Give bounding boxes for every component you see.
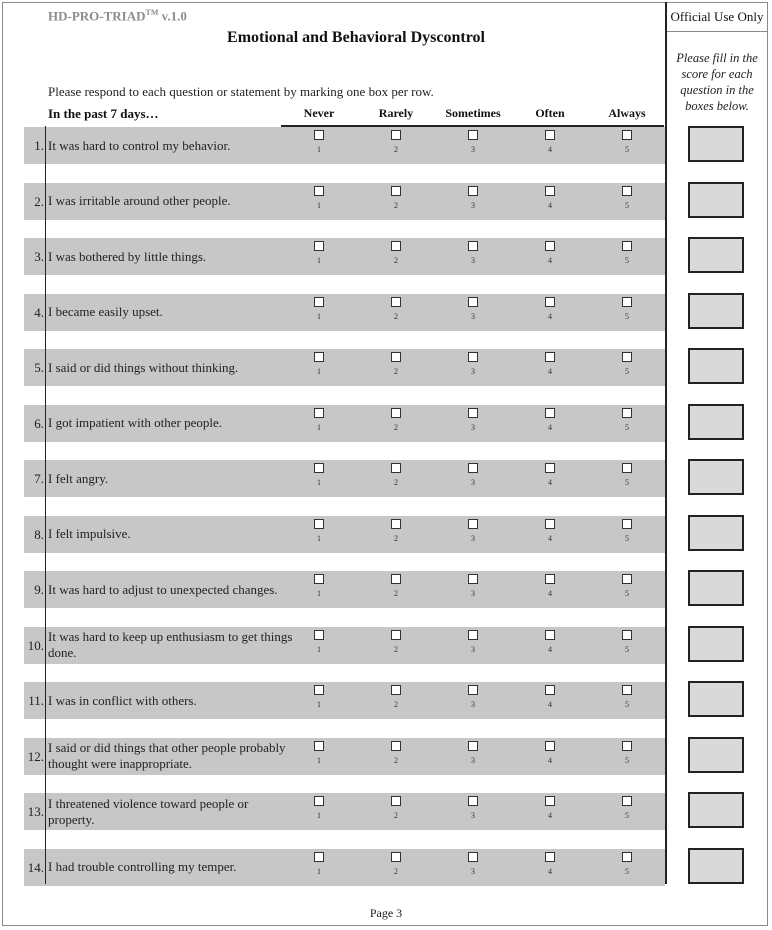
response-checkbox[interactable]	[545, 519, 555, 529]
response-checkbox[interactable]	[545, 574, 555, 584]
scale-value: 4	[548, 866, 552, 876]
scale-value: 3	[471, 700, 475, 709]
scale-value: 1	[317, 533, 321, 543]
response-checkbox[interactable]	[622, 852, 632, 862]
column-header-never: Never	[303, 106, 335, 120]
response-checkbox[interactable]	[545, 186, 555, 196]
scale-value: 5	[625, 256, 629, 265]
question-number: 13.	[27, 804, 44, 819]
option-sometimes	[458, 463, 488, 487]
response-checkbox[interactable]	[314, 852, 324, 862]
score-box[interactable]	[688, 459, 744, 495]
page-number: Page 3	[369, 906, 403, 920]
option-sometimes	[458, 685, 488, 709]
response-checkbox[interactable]	[545, 741, 555, 751]
question-number: 8.	[34, 526, 44, 542]
option-always	[612, 852, 642, 876]
official-use-title: Official Use Only	[670, 9, 764, 24]
scale-value: 1	[317, 145, 321, 154]
option-often	[535, 630, 565, 654]
scale-value: 2	[394, 478, 398, 487]
response-checkbox[interactable]	[391, 130, 401, 140]
option-often	[535, 186, 565, 210]
scale-value: 3	[471, 755, 475, 765]
scale-value: 2	[394, 700, 398, 709]
option-rarely	[381, 741, 411, 765]
response-checkbox[interactable]	[314, 297, 324, 307]
scale-value: 5	[625, 755, 629, 765]
option-never	[304, 574, 334, 598]
option-often	[535, 241, 565, 265]
response-checkbox[interactable]	[391, 297, 401, 307]
response-checkbox[interactable]	[391, 796, 401, 806]
number-column-divider	[45, 126, 46, 884]
question-row	[24, 793, 665, 830]
response-checkbox[interactable]	[622, 741, 632, 751]
response-checkbox[interactable]	[314, 463, 324, 473]
response-checkbox[interactable]	[545, 130, 555, 140]
response-checkbox[interactable]	[468, 741, 478, 751]
option-always	[612, 519, 642, 543]
question-text: I felt angry.	[48, 470, 109, 486]
option-often	[535, 352, 565, 376]
option-sometimes	[458, 796, 488, 820]
option-rarely	[381, 519, 411, 543]
question-number: 7.	[34, 471, 44, 486]
question-number: 11.	[28, 693, 44, 708]
response-checkbox[interactable]	[391, 408, 401, 418]
scale-value: 2	[394, 422, 398, 432]
page-title: Emotional and Behavioral Dyscontrol	[227, 29, 485, 46]
score-box[interactable]	[688, 348, 744, 384]
response-checkbox[interactable]	[622, 796, 632, 806]
response-checkbox[interactable]	[391, 852, 401, 862]
question-row	[24, 127, 665, 164]
response-checkbox[interactable]	[468, 408, 478, 418]
option-never	[304, 297, 334, 321]
scale-value: 1	[317, 478, 321, 487]
question-text: It was hard to control my behavior.	[48, 137, 231, 153]
scale-value: 1	[317, 866, 321, 876]
question-row	[24, 738, 665, 775]
question-text: It was hard to adjust to unexpected changes.	[48, 581, 278, 597]
option-never	[304, 852, 334, 876]
scale-value: 3	[471, 311, 475, 321]
option-never	[304, 186, 334, 210]
option-rarely	[381, 186, 411, 210]
scale-value: 2	[394, 200, 398, 210]
option-rarely	[381, 796, 411, 820]
question-row	[24, 460, 665, 497]
option-rarely	[381, 574, 411, 598]
response-checkbox[interactable]	[314, 241, 324, 251]
score-box[interactable]	[688, 237, 744, 273]
response-checkbox[interactable]	[468, 685, 478, 695]
scale-value: 3	[471, 478, 475, 487]
score-box[interactable]	[688, 293, 744, 329]
option-sometimes	[458, 574, 488, 598]
scale-value: 1	[317, 700, 321, 709]
response-checkbox[interactable]	[545, 297, 555, 307]
response-checkbox[interactable]	[314, 574, 324, 584]
response-checkbox[interactable]	[622, 630, 632, 640]
brand-version: v.1.0	[158, 8, 187, 24]
response-checkbox[interactable]	[468, 297, 478, 307]
question-row	[24, 849, 665, 886]
scale-value: 5	[625, 700, 629, 709]
response-checkbox[interactable]	[622, 130, 632, 140]
response-checkbox[interactable]	[468, 241, 478, 251]
question-text: It was hard to keep up enthusiasm to get things done.	[48, 629, 293, 660]
option-never	[304, 130, 334, 154]
response-checkbox[interactable]	[314, 352, 324, 362]
official-divider	[665, 2, 667, 884]
response-checkbox[interactable]	[622, 574, 632, 584]
scale-value: 5	[625, 145, 629, 154]
response-checkbox[interactable]	[314, 130, 324, 140]
score-box[interactable]	[688, 404, 744, 440]
scale-value: 5	[625, 811, 629, 820]
scale-value: 4	[548, 644, 552, 654]
scale-value: 4	[548, 311, 552, 321]
scale-value: 2	[394, 311, 398, 321]
response-checkbox[interactable]	[468, 130, 478, 140]
question-number: 12.	[27, 748, 44, 764]
question-text: I was in conflict with others.	[48, 692, 197, 708]
response-checkbox[interactable]	[314, 796, 324, 806]
option-often	[535, 685, 565, 709]
scale-value: 2	[394, 755, 398, 765]
option-always	[612, 796, 642, 820]
option-sometimes	[458, 519, 488, 543]
scale-value: 5	[625, 533, 629, 543]
scale-value: 1	[317, 256, 321, 265]
scale-value: 5	[625, 367, 629, 376]
scale-value: 5	[625, 422, 629, 432]
option-never	[304, 519, 334, 543]
question-row	[24, 183, 665, 220]
question-row	[24, 516, 665, 553]
scale-value: 4	[548, 478, 552, 487]
question-text: I got impatient with other people.	[48, 415, 223, 430]
question-text: I was bothered by little things.	[48, 248, 207, 264]
scale-value: 2	[394, 533, 398, 543]
option-often	[535, 741, 565, 765]
score-box[interactable]	[688, 515, 744, 551]
response-checkbox[interactable]	[314, 630, 324, 640]
scale-value: 5	[625, 200, 629, 210]
response-checkbox[interactable]	[545, 796, 555, 806]
option-sometimes	[458, 852, 488, 876]
scale-value: 4	[548, 755, 552, 765]
response-checkbox[interactable]	[468, 186, 478, 196]
question-number: 1.	[34, 138, 44, 153]
scale-value: 2	[394, 256, 398, 265]
scale-value: 3	[471, 644, 475, 654]
response-checkbox[interactable]	[545, 241, 555, 251]
official-use-note: Please fill in the score for each question in the boxes below.	[676, 51, 758, 113]
scale-value: 3	[471, 533, 475, 543]
question-row	[24, 682, 665, 719]
option-never	[304, 352, 334, 376]
response-checkbox[interactable]	[622, 408, 632, 418]
option-often	[535, 463, 565, 487]
response-checkbox[interactable]	[468, 574, 478, 584]
option-sometimes	[458, 630, 488, 654]
response-checkbox[interactable]	[622, 685, 632, 695]
option-never	[304, 241, 334, 265]
option-often	[535, 574, 565, 598]
scale-value: 4	[548, 589, 552, 598]
brand-trademark: TM	[145, 8, 159, 17]
question-text: I had trouble controlling my temper.	[48, 859, 237, 874]
question-row	[24, 238, 665, 275]
column-header-often: Often	[535, 106, 565, 120]
option-sometimes	[458, 408, 488, 432]
response-checkbox[interactable]	[468, 519, 478, 529]
score-box[interactable]	[688, 848, 744, 884]
option-rarely	[381, 297, 411, 321]
score-box[interactable]	[688, 792, 744, 828]
column-header-sometimes: Sometimes	[445, 106, 501, 120]
scale-value: 1	[317, 422, 321, 432]
option-often	[535, 408, 565, 432]
scale-value: 5	[625, 644, 629, 654]
response-checkbox[interactable]	[314, 186, 324, 196]
scale-value: 2	[394, 866, 398, 876]
response-checkbox[interactable]	[545, 463, 555, 473]
option-always	[612, 186, 642, 210]
response-checkbox[interactable]	[391, 352, 401, 362]
option-always	[612, 297, 642, 321]
response-checkbox[interactable]	[622, 241, 632, 251]
scale-value: 2	[394, 145, 398, 154]
scale-value: 3	[471, 811, 475, 820]
option-sometimes	[458, 741, 488, 765]
question-number: 5.	[34, 360, 44, 375]
response-checkbox[interactable]	[545, 685, 555, 695]
scale-value: 2	[394, 644, 398, 654]
option-often	[535, 130, 565, 154]
score-box[interactable]	[688, 182, 744, 218]
question-text: I was irritable around other people.	[48, 193, 231, 208]
scale-value: 5	[625, 589, 629, 598]
scale-value: 4	[548, 700, 552, 709]
question-number: 6.	[34, 415, 44, 431]
scale-value: 1	[317, 755, 321, 765]
response-checkbox[interactable]	[622, 186, 632, 196]
option-sometimes	[458, 130, 488, 154]
option-rarely	[381, 463, 411, 487]
option-never	[304, 463, 334, 487]
response-checkbox[interactable]	[468, 796, 478, 806]
response-checkbox[interactable]	[622, 519, 632, 529]
option-never	[304, 630, 334, 654]
option-always	[612, 408, 642, 432]
response-checkbox[interactable]	[468, 352, 478, 362]
option-always	[612, 685, 642, 709]
response-checkbox[interactable]	[314, 408, 324, 418]
response-checkbox[interactable]	[314, 519, 324, 529]
option-often	[535, 297, 565, 321]
question-row	[24, 349, 665, 386]
response-checkbox[interactable]	[468, 463, 478, 473]
brand-name: HD-PRO-TRIAD	[48, 8, 146, 24]
option-rarely	[381, 408, 411, 432]
official-rule	[667, 31, 768, 32]
option-often	[535, 519, 565, 543]
question-number: 14.	[27, 859, 44, 875]
option-always	[612, 130, 642, 154]
option-never	[304, 741, 334, 765]
response-checkbox[interactable]	[391, 741, 401, 751]
response-checkbox[interactable]	[622, 297, 632, 307]
option-often	[535, 852, 565, 876]
question-text: I threatened violence toward people or property.	[48, 795, 249, 827]
option-always	[612, 463, 642, 487]
scale-value: 2	[394, 811, 398, 820]
response-checkbox[interactable]	[545, 630, 555, 640]
response-checkbox[interactable]	[622, 352, 632, 362]
question-number: 9.	[34, 582, 44, 597]
scale-value: 1	[317, 311, 321, 321]
response-checkbox[interactable]	[545, 852, 555, 862]
option-rarely	[381, 630, 411, 654]
option-always	[612, 352, 642, 376]
scale-value: 1	[317, 367, 321, 376]
option-sometimes	[458, 352, 488, 376]
scale-value: 3	[471, 866, 475, 876]
question-row	[24, 571, 665, 608]
option-never	[304, 408, 334, 432]
response-checkbox[interactable]	[314, 685, 324, 695]
scale-value: 5	[625, 866, 629, 876]
response-checkbox[interactable]	[391, 186, 401, 196]
response-checkbox[interactable]	[391, 630, 401, 640]
question-number: 10.	[27, 637, 44, 653]
scale-value: 1	[317, 200, 321, 210]
question-text: I said or did things without thinking.	[48, 359, 239, 375]
option-rarely	[381, 352, 411, 376]
option-never	[304, 685, 334, 709]
response-checkbox[interactable]	[391, 685, 401, 695]
option-always	[612, 241, 642, 265]
option-sometimes	[458, 241, 488, 265]
response-checkbox[interactable]	[545, 352, 555, 362]
response-checkbox[interactable]	[391, 241, 401, 251]
scale-value: 1	[317, 811, 321, 820]
brand-label	[48, 8, 187, 24]
question-number: 4.	[34, 304, 44, 320]
scale-value: 3	[471, 367, 475, 376]
response-checkbox[interactable]	[545, 408, 555, 418]
option-never	[304, 796, 334, 820]
response-checkbox[interactable]	[468, 852, 478, 862]
scale-value: 4	[548, 145, 552, 154]
response-checkbox[interactable]	[391, 519, 401, 529]
question-number: 3.	[34, 249, 44, 264]
scale-value: 2	[394, 367, 398, 376]
scale-value: 3	[471, 200, 475, 210]
question-row	[24, 294, 665, 331]
score-box[interactable]	[688, 570, 744, 606]
scale-value: 4	[548, 811, 552, 820]
question-text: I became easily upset.	[48, 304, 163, 319]
scale-value: 1	[317, 589, 321, 598]
response-checkbox[interactable]	[391, 463, 401, 473]
option-always	[612, 741, 642, 765]
option-always	[612, 630, 642, 654]
question-number: 2.	[34, 193, 44, 209]
column-header-rarely: Rarely	[378, 106, 414, 120]
scale-value: 2	[394, 589, 398, 598]
timeframe-label: In the past 7 days…	[48, 106, 159, 121]
option-rarely	[381, 130, 411, 154]
option-always	[612, 574, 642, 598]
score-box[interactable]	[688, 681, 744, 717]
question-text: I said or did things that other people probably thought were inappropriate.	[48, 740, 286, 771]
score-box[interactable]	[688, 737, 744, 773]
response-checkbox[interactable]	[314, 741, 324, 751]
question-row	[24, 405, 665, 442]
instruction-text: Please respond to each question or statement by marking one box per row.	[48, 84, 434, 99]
scale-value: 4	[548, 200, 552, 210]
option-rarely	[381, 852, 411, 876]
question-text: I felt impulsive.	[48, 526, 131, 541]
question-row	[24, 627, 665, 664]
scale-value: 3	[471, 422, 475, 432]
option-often	[535, 796, 565, 820]
column-header-always: Always	[608, 106, 646, 120]
scale-value: 4	[548, 256, 552, 265]
scale-value: 1	[317, 644, 321, 654]
scale-value: 3	[471, 589, 475, 598]
option-rarely	[381, 685, 411, 709]
scale-value: 5	[625, 478, 629, 487]
score-box[interactable]	[688, 626, 744, 662]
option-rarely	[381, 241, 411, 265]
response-checkbox[interactable]	[622, 463, 632, 473]
scale-value: 5	[625, 311, 629, 321]
scale-value: 4	[548, 533, 552, 543]
scale-value: 3	[471, 256, 475, 265]
scale-value: 3	[471, 145, 475, 154]
response-checkbox[interactable]	[391, 574, 401, 584]
response-checkbox[interactable]	[468, 630, 478, 640]
option-sometimes	[458, 297, 488, 321]
scale-value: 4	[548, 422, 552, 432]
scale-value: 4	[548, 367, 552, 376]
score-box[interactable]	[688, 126, 744, 162]
option-sometimes	[458, 186, 488, 210]
